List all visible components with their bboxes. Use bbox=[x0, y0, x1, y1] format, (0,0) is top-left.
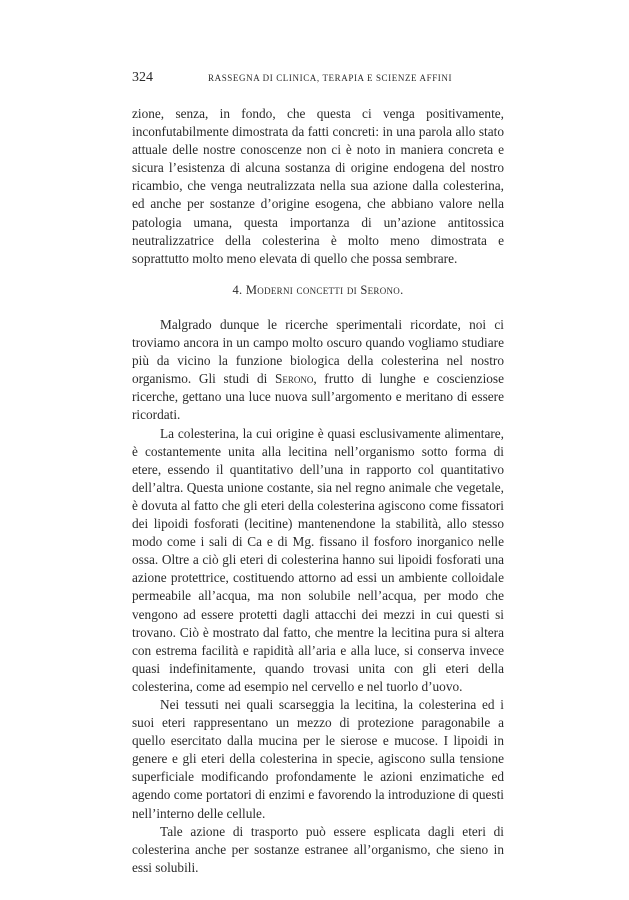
paragraph-tessuti: Nei tessuti nei quali scarseggia la lecitina, la colesterina ed i suoi eteri rappresentano un mezzo di protezione paragonabile a quello esercitato dalla mucina per le sierose e mucose. I lipoidi in genere e gli eteri della colesterina in specie, agiscono sulla tensione superficiale modificando profondamente le azioni enzimatiche ed agendo come portatori di enzimi e favorendo la introduzione di questi nell’interno delle cellule. bbox=[132, 696, 504, 821]
section-title: Moderni concetti di Serono. bbox=[245, 283, 404, 297]
main-text-block bbox=[132, 316, 504, 877]
page-number: 324 bbox=[132, 70, 153, 85]
paragraph-malgrado-text-start: Malgrado dunque le ricerche sperimentali ricordate, noi ci troviamo ancora in un campo molto oscuro quando vogliamo studiare più da vicino la funzione biologica della colesterina nel nostro organismo. Gli studi di bbox=[132, 317, 504, 387]
section-number: 4. bbox=[232, 283, 243, 297]
running-head-title: RASSEGNA DI CLINICA, TERAPIA E SCIENZE AFFINI bbox=[208, 73, 453, 83]
paragraph-malgrado-text-end: , frutto di lunghe e coscienziose ricerche, gettano una luce nuova sull’argomento e meritano di essere ricordati. bbox=[132, 371, 504, 423]
author-name-serono: Serono bbox=[274, 371, 314, 387]
intro-paragraph: zione, senza, in fondo, che questa ci venga positivamente, inconfutabilmente dimostrata da fatti concreti: in una parola allo stato attuale delle nostre conoscenze non ci è noto in maniera concreta e sicura l’esistenza di alcuna sostanza di origine endogena del nostro ricambio, che venga neutralizzata nella sua azione dalla colesterina, ed anche per sostanze d’origine esogena, che abbiano valore nella patologia umana, questa importanza di un’azione antitossica neutralizzatrice della colesterina è molto meno dimostrata e soprattutto molto meno elevata di quello che possa sembrare. bbox=[132, 106, 504, 266]
running-head bbox=[132, 70, 502, 90]
paragraph-trasporto: Tale azione di trasporto può essere esplicata dagli eteri di colesterina anche per sostanze estranee all’organismo, che sieno in essi solubili. bbox=[132, 823, 504, 875]
paragraph-colesterina: La colesterina, la cui origine è quasi esclusivamente alimentare, è costantemente unita alla lecitina nell’organismo sotto forma di etere, essendo il quantitativo dell’una in rapporto col quantitativo dell’altra. Questa unione costante, sia nel regno animale che vegetale, è dovuta al fatto che gli eteri della colesterina agiscono come fissatori dei lipoidi fosforati (lecitine) mantenendone la stabilità, allo stesso modo come i sali di Ca e di Mg. fissano il fosforo inorganico nelle ossa. Oltre a ciò gli eteri di colesterina hanno sui lipoidi fosforati una azione protettrice, costituendo attorno ad essi un ambiente colloidale permeabile all’acqua, ma non solubile nell’acqua, per modo che vengono ad essere protetti dagli attacchi dei mezzi in cui questi si trovano. Ciò è mostrato dal fatto, che mentre la lecitina pura si altera con estrema facilità e rapidità all’aria e alla luce, si conserva invece quasi indefinitamente, quando trovasi unita con gli eteri della colesterina, come ad esempio nel cervello e nel tuorlo d’uovo. bbox=[132, 425, 504, 694]
paragraph-malgrado bbox=[132, 316, 504, 425]
intro-paragraph-block bbox=[132, 105, 504, 268]
section-heading bbox=[132, 283, 504, 298]
